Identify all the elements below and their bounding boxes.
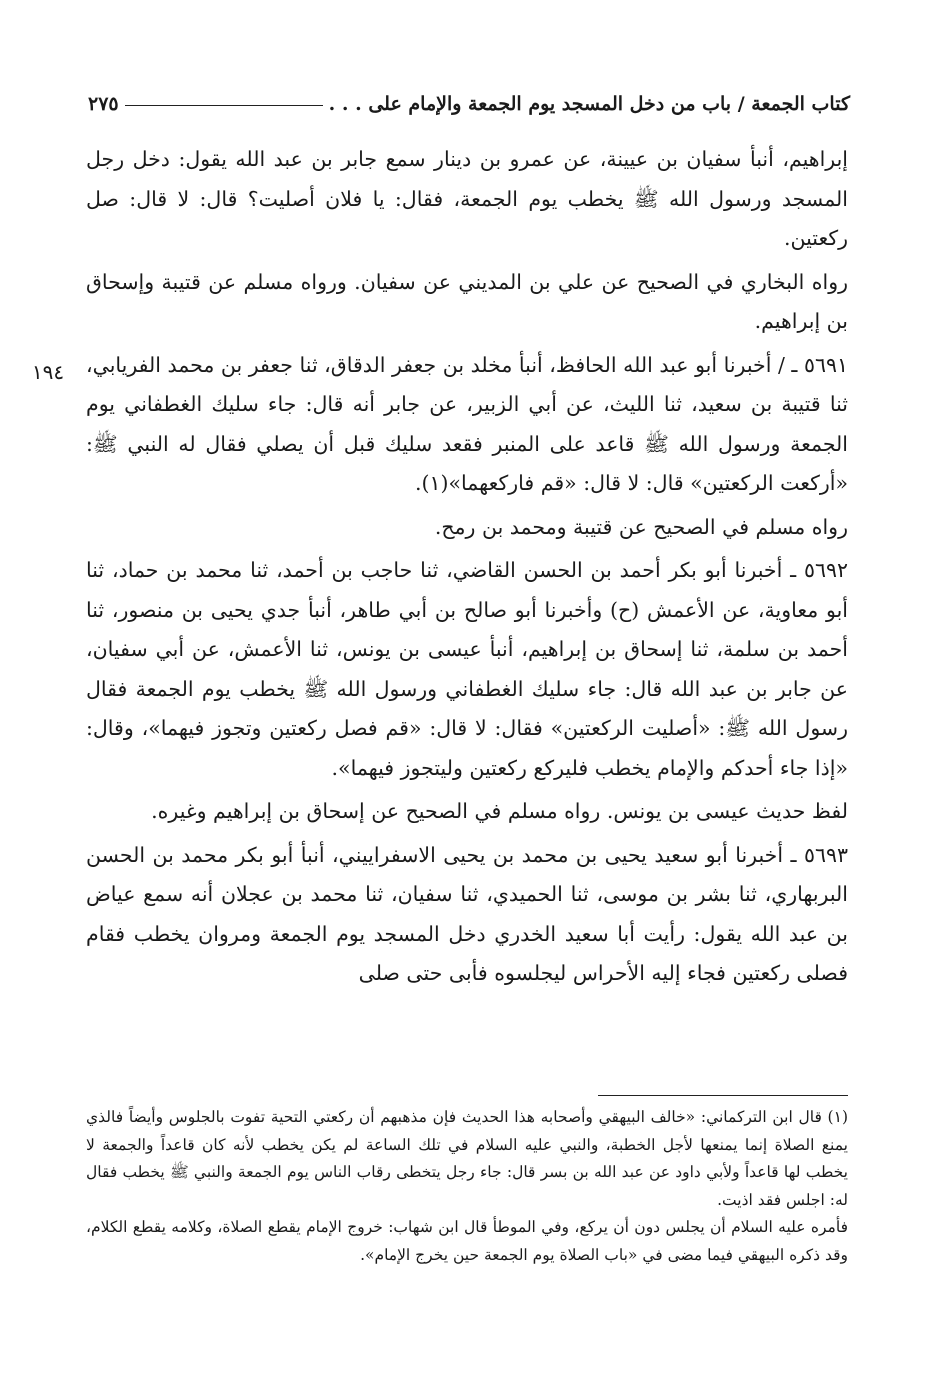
paragraph-bukhari-note: رواه البخاري في الصحيح عن علي بن المديني عن سفيان. ورواه مسلم عن قتيبة وإسحاق بن إبراهيم. xyxy=(86,269,848,333)
paragraph-hadith-5692: ٥٦٩٢ ـ أخبرنا أبو بكر أحمد بن الحسن القاضي، ثنا حاجب بن أحمد، ثنا محمد بن حماد، ثنا أبو معاوية، عن الأعمش (ح) وأخبرنا أبو صالح بن أبي طاهر، أنبأ جدي يحيى بن منصور، ثنا أحمد بن سلمة، ثنا إسحاق بن إبراهيم، أنبأ عيسى بن يونس، ثنا الأعمش، عن أبي سفيان، عن جابر بن عبد الله قال: جاء سليك الغطفاني ورسول الله ﷺ يخطب يوم الجمعة فقال رسول الله ﷺ: «أصليت الركعتين» فقال: لا قال: «قم فصل ركعتين وتجوز فيهما»، وقال: «إذا جاء أحدكم والإمام يخطب فليركع ركعتين وليتجوز فيهما». xyxy=(86,558,848,780)
footnote-separator xyxy=(598,1095,848,1096)
header-rule xyxy=(125,105,323,106)
paragraph-hadith-5691: ٥٦٩١ ـ / أخبرنا أبو عبد الله الحافظ، أنبأ مخلد بن جعفر الدقاق، ثنا جعفر بن محمد الفريابي، ثنا قتيبة بن سعيد، ثنا الليث، عن أبي الزبير، عن جابر أنه قال: جاء سليك الغطفاني يوم الجمعة ورسول الله ﷺ قاعد على المنبر فقعد سليك قبل أن يصلي فقال له النبي ﷺ: «أركعت الركعتين» قال: لا قال: «قم فاركعهما»(١). xyxy=(86,352,848,495)
footnote-1: (١) قال ابن التركماني: «خالف البيهقي وأصحابه هذا الحديث فإن مذهبهم أن ركعتي التحية تفوت بالجلوس وأيضاً فالذي يمنع الصلاة إنما يمنعها لأجل الخطبة، والنبي عليه السلام في تلك الساعة لم يكن يخطب لأنه كان قاعداً والجمعة لا يخطب لها قاعداً ولأبي داود عن عبد الله بن بسر قال: جاء رجل يتخطى رقاب الناس يوم الجمعة والنبي ﷺ يخطب فقال له: اجلس فقد اذيت. xyxy=(86,1108,848,1209)
footnotes xyxy=(86,1104,848,1269)
paragraph-hadith-5693: ٥٦٩٣ ـ أخبرنا أبو سعيد يحيى بن محمد بن يحيى الاسفراييني، أنبأ أبو بكر محمد بن الحسن البربهاري، ثنا بشر بن موسى، ثنا الحميدي، ثنا سفيان، ثنا محمد بن عجلان أنه سمع عياض بن عبد الله يقول: رأيت أبا سعيد الخدري دخل المسجد يوم الجمعة ومروان يخطب فقام فصلى ركعتين فجاء إليه الأحراس ليجلسوه فأبى حتى صلى xyxy=(86,842,848,985)
margin-page-reference: ١٩٤ xyxy=(31,360,65,384)
footnote-1-continued: فأمره عليه السلام أن يجلس دون أن يركع، وفي الموطأ قال ابن شهاب: خروج الإمام يقطع الصلاة، وكلامه يقطع الكلام، وقد ذكره البيهقي فيما مضى في «باب الصلاة يوم الجمعة حين يخرج الإمام». xyxy=(86,1218,848,1264)
paragraph-isa-note: لفظ حديث عيسى بن يونس. رواه مسلم في الصحيح عن إسحاق بن إبراهيم وغيره. xyxy=(151,799,848,823)
paragraph-muslim-note: رواه مسلم في الصحيح عن قتيبة ومحمد بن رمح. xyxy=(434,514,848,539)
header-title: كتاب الجمعة / باب من دخل المسجد يوم الجمعة والإمام على . . . xyxy=(328,93,850,115)
running-header xyxy=(88,84,850,124)
main-text xyxy=(86,140,848,998)
paragraph-continuation: إبراهيم، أنبأ سفيان بن عيينة، عن عمرو بن دينار سمع جابر بن عبد الله يقول: دخل رجل المسجد ورسول الله ﷺ يخطب يوم الجمعة، فقال: يا فلان أصليت؟ قال: لا قال: صل ركعتين. xyxy=(86,147,848,250)
page-number: ٢٧٥ xyxy=(88,93,119,115)
